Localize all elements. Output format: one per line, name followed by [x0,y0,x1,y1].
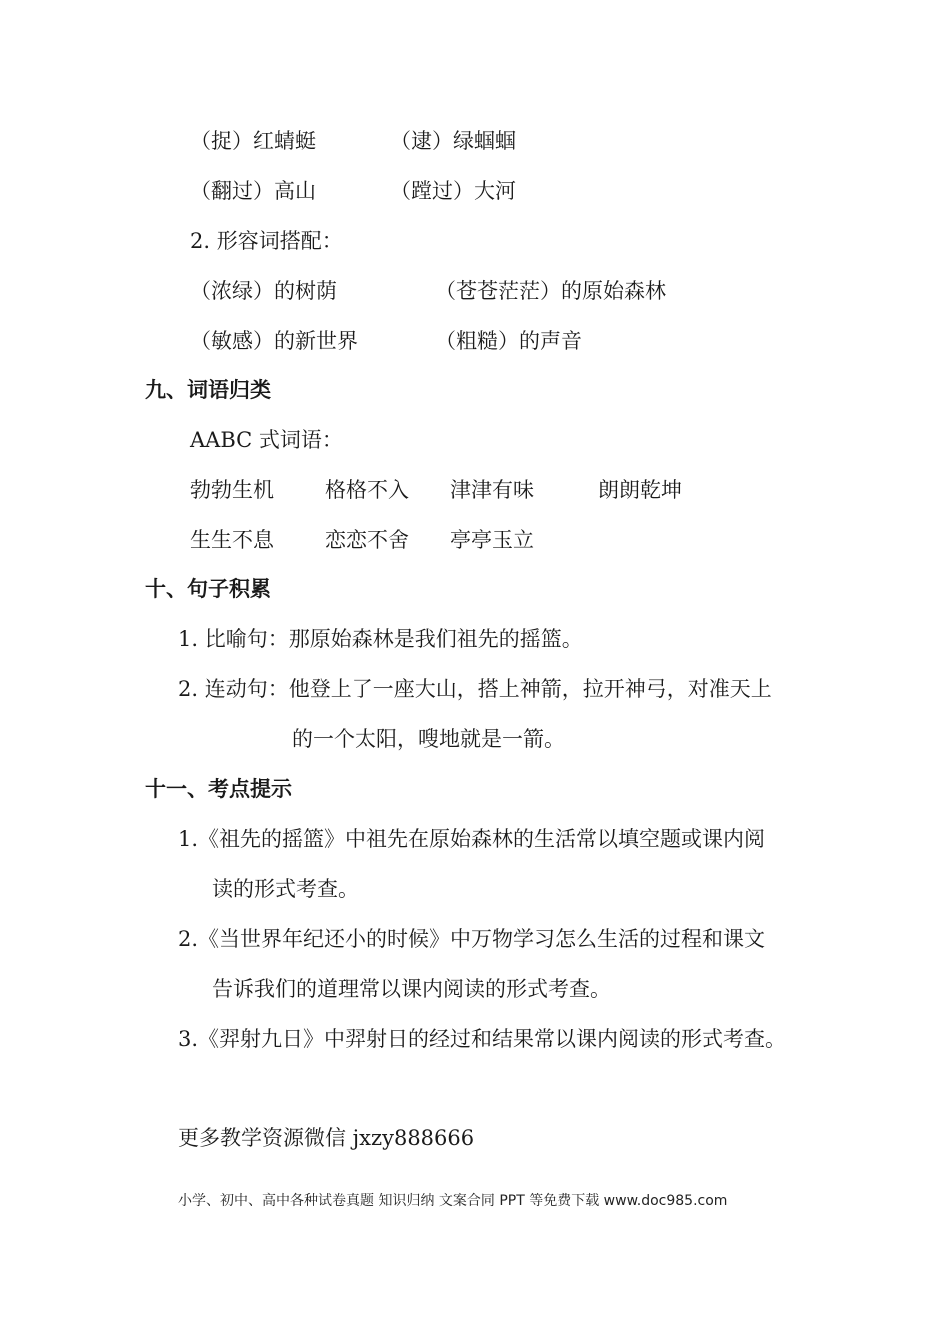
adjective-pair-1-left: （浓绿）的树荫 [190,279,337,303]
adjective-title: 2. 形容词搭配： [190,229,343,253]
verb-pair-1-left: （捉）红蜻蜓 [190,129,316,153]
section11-item-2-line-1: 2.《当世界年纪还小的时候》中万物学习怎么生活的过程和课文 [178,927,766,951]
section9-word: 勃勃生机 [190,478,274,502]
verb-pair-2-left: （翻过）高山 [190,179,316,203]
section9-word: 生生不息 [190,528,274,552]
section9-subtitle: AABC 式词语： [190,428,343,452]
section9-word: 朗朗乾坤 [598,478,682,502]
adjective-pair-1-right: （苍苍茫茫）的原始森林 [435,279,666,303]
verb-pair-1-right: （逮）绿蝈蝈 [390,129,516,153]
section9-word: 津津有味 [450,478,534,502]
adjective-pair-2-left: （敏感）的新世界 [190,329,358,353]
adjective-pair-2-right: （粗糙）的声音 [435,329,582,353]
section11-item-3: 3.《羿射九日》中羿射日的经过和结果常以课内阅读的形式考查。 [178,1027,787,1051]
section10-item-1: 1. 比喻句：那原始森林是我们祖先的摇篮。 [178,627,583,651]
section11-title: 十一、考点提示 [145,777,292,801]
section11-item-1-line-1: 1.《祖先的摇篮》中祖先在原始森林的生活常以填空题或课内阅 [178,827,766,851]
section10-item-2-line-1: 2. 连动句：他登上了一座大山，搭上神箭，拉开神弓，对准天上 [178,677,772,701]
page-footer: 小学、初中、高中各种试卷真题 知识归纳 文案合同 PPT 等免费下载 www.doc985.com [178,1193,728,1209]
section10-item-2-line-2: 的一个太阳，嗖地就是一箭。 [292,727,565,751]
section10-title: 十、句子积累 [145,577,271,601]
section9-word: 亭亭玉立 [450,528,534,552]
section11-item-2-line-2: 告诉我们的道理常以课内阅读的形式考查。 [212,977,611,1001]
section9-word: 格格不入 [325,478,409,502]
section9-word: 恋恋不舍 [325,528,409,552]
section9-title: 九、词语归类 [145,378,271,402]
verb-pair-2-right: （蹚过）大河 [390,179,516,203]
section11-item-1-line-2: 读的形式考查。 [212,877,359,901]
wechat-note: 更多教学资源微信 jxzy888666 [178,1126,475,1150]
